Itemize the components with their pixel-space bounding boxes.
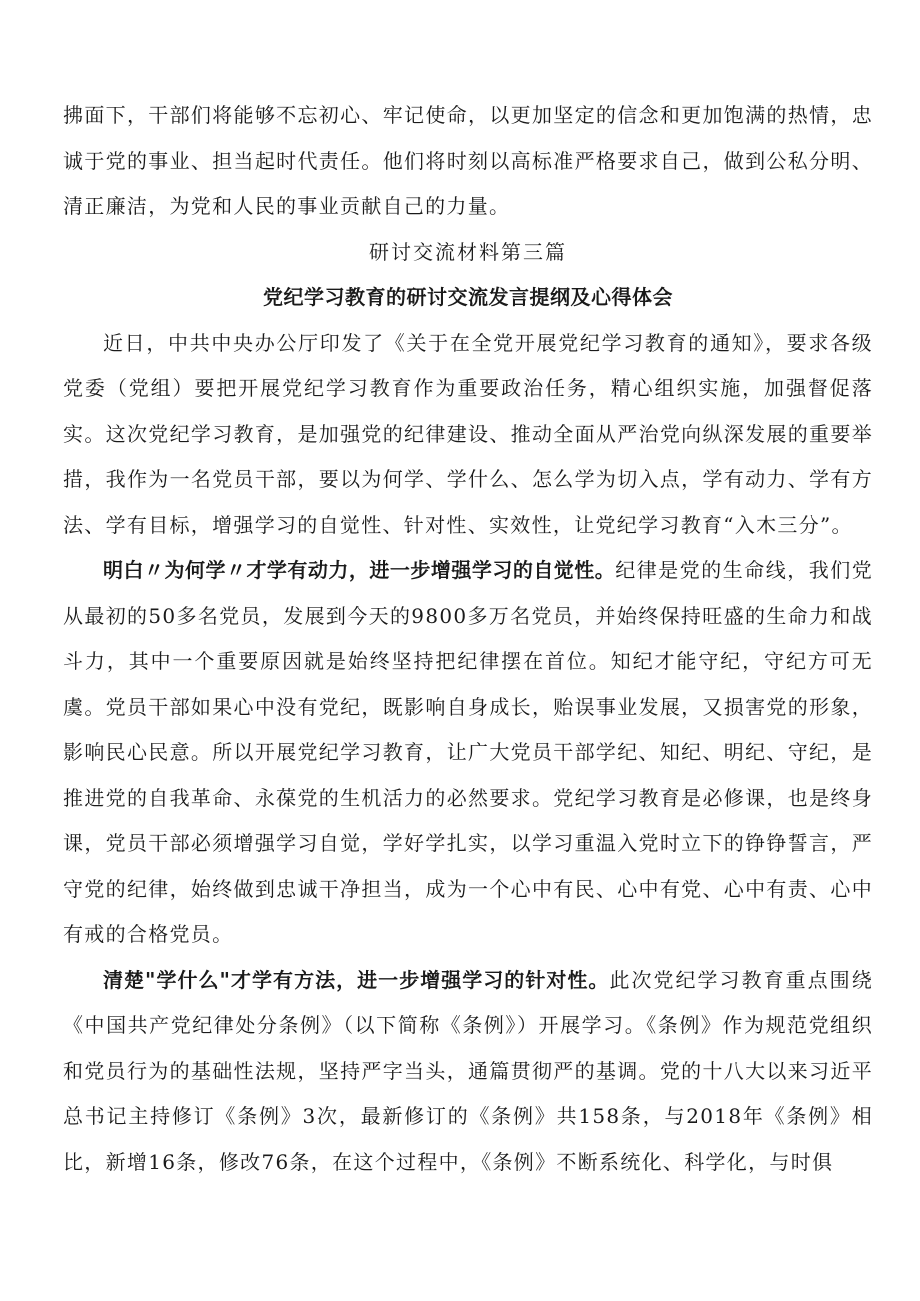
paragraph-3 [63, 958, 873, 1186]
paragraph-1: 近日，中共中央办公厅印发了《关于在全党开展党纪学习教育的通知》，要求各级党委（党组）要把开展党纪学习教育作为重要政治任务，精心组织实施，加强督促落实。这次党纪学习教育，是加强党的纪律建设、推动全面从严治党向纵深发展的重要举措，我作为一名党员干部，要以为何学、学什么、怎么学为切入点，学有动力、学有方法、学有目标，增强学习的自觉性、针对性、实效性，让党纪学习教育“入木三分”。 [63, 330, 873, 537]
paragraph-2-body: 纪律是党的生命线，我们党从最初的50多名党员，发展到今天的9800多万名党员，并始终保持旺盛的生命力和战斗力，其中一个重要原因就是始终坚持把纪律摆在首位。知纪才能守纪，守纪方可无虞。党员干部如果心中没有党纪，既影响自身成长，贻误事业发展，又损害党的形象，影响民心民意。所以开展党纪学习教育，让广大党员干部学纪、知纪、明纪、守纪，是推进党的自我革命、永葆党的生机活力的必然要求。党纪学习教育是必修课，也是终身课，党员干部必须增强学习自觉，学好学扎实，以学习重温入党时立下的铮铮誓言，严守党的纪律，始终做到忠诚干净担当，成为一个心中有民、心中有党、心中有责、心中有戒的合格党员。 [63, 558, 874, 946]
paragraph-3-lead: 清楚"学什么"才学有方法，进一步增强学习的针对性。 [103, 967, 610, 992]
document-title: 党纪学习教育的研讨交流发言提纲及心得体会 [263, 285, 673, 309]
document-body [63, 93, 873, 1185]
paragraph-2 [63, 548, 873, 958]
paragraph-3-body: 此次党纪学习教育重点围绕《中国共产党纪律处分条例》（以下简称《条例》）开展学习。《条例》作为规范党组织和党员行为的基础性法规，坚持严字当头，通篇贯彻严的基调。党的十八大以来习近平总书记主持修订《条例》3次，最新修订的《条例》共158条，与2018年《条例》相比，新增16条，修改76条，在这个过程中，《条例》不断系统化、科学化，与时俱 [63, 967, 873, 1174]
section-label: 研讨交流材料第三篇 [369, 239, 567, 264]
paragraph-2-lead: 明白〃为何学〃才学有动力，进一步增强学习的自觉性。 [103, 558, 616, 582]
intro-paragraph: 拂面下，干部们将能够不忘初心、牢记使命，以更加坚定的信念和更加饱满的热情，忠诚于党的事业、担当起时代责任。他们将时刻以高标准严格要求自己，做到公私分明、清正廉洁，为党和人民的事业贡献自己的力量。 [63, 103, 873, 218]
